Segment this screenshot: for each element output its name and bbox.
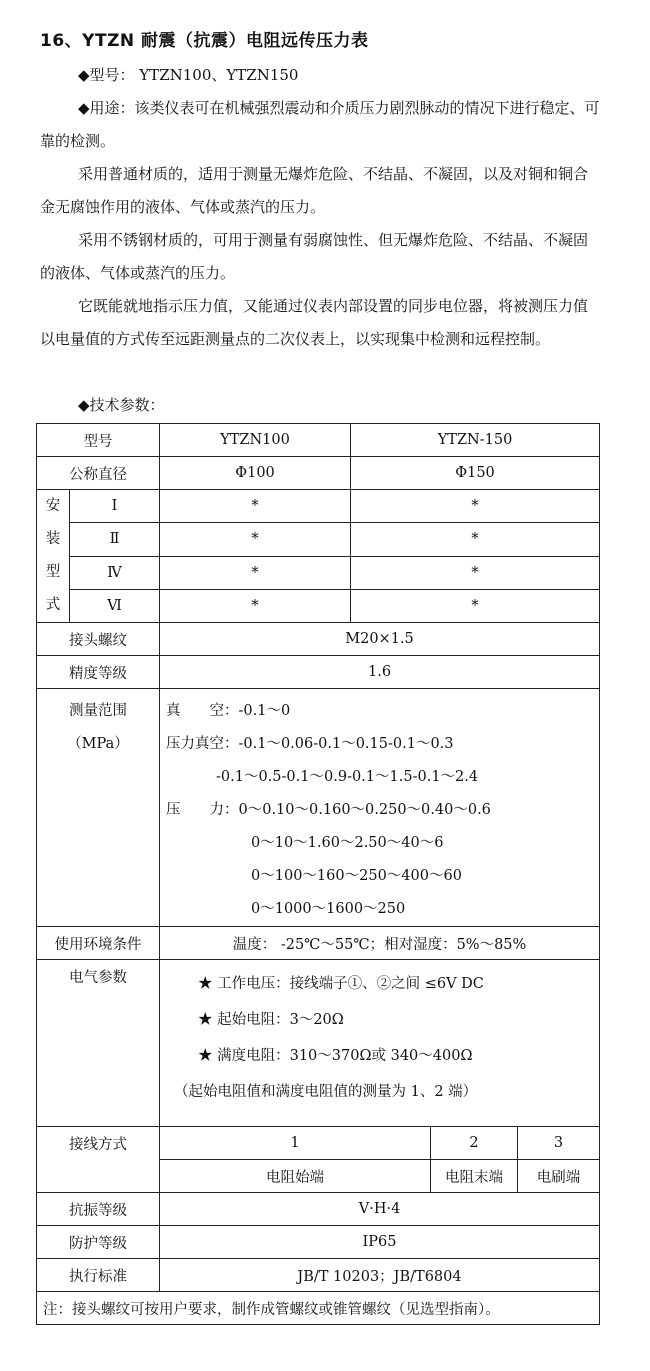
table-row [37,1226,600,1259]
range-item: 真 空：-0.1～0 [166,703,291,719]
range-line [166,695,599,728]
wiring-num: 1 [160,1127,431,1160]
tech-params-heading: ◆技术参数： [78,396,165,414]
mount-char: 式 [45,597,61,613]
elec-values [160,960,600,1127]
range-item: 0～100 [251,901,303,917]
table-row [37,623,600,656]
mount-type: Ⅵ [70,589,160,622]
table-row [37,490,600,523]
mount-type: Ⅳ [70,556,160,589]
mount-char: 装 [45,531,61,547]
material-paragraph-1: 采用普通材质的，适用于测量无爆炸危险、不结晶、不凝固，以及对铜和铜合金无腐蚀作用的液体、气体或蒸汽的压力。 [40,165,589,216]
vib-value: V·H·4 [160,1193,600,1226]
table-row [37,1292,600,1325]
mount-b: * [351,556,600,589]
mount-a: * [160,556,351,589]
range-item: 0～60 [419,868,462,884]
table-note: 注：接头螺纹可按用户要求，制作成管螺纹或锥管螺纹（见选型指南）。 [37,1292,600,1325]
range-item: -0.1～0.5 [216,769,282,785]
std-value: JB/T 10203；JB/T6804 [160,1259,600,1292]
wiring-label: 接线方式 [37,1127,160,1193]
table-row [37,927,600,960]
range-item: 0～250 [353,901,406,917]
function-paragraph: 它既能就地指示压力值，又能通过仪表内部设置的同步电位器，将被测压力值以电量值的方式传至远距测量点的二次仪表上，以实现集中检测和远程控制。 [40,297,589,348]
range-line [166,761,599,794]
table-row [37,656,600,689]
vib-label: 抗振等级 [37,1193,160,1226]
range-item: 0～6 [410,835,444,851]
table-row [37,523,600,556]
table-row [37,556,600,589]
spec-table [36,423,600,1325]
range-item: 0～0.6 [444,802,491,818]
range-item: 0～4 [377,835,411,851]
wiring-name: 电刷端 [518,1160,600,1193]
range-item: -0.1～0.9 [281,769,348,785]
model-label: 型号 [37,424,160,457]
std-label: 执行标准 [37,1259,160,1292]
table-row [37,960,600,1127]
wiring-name: 电阻末端 [431,1160,518,1193]
ip-value: IP65 [160,1226,600,1259]
range-item: 0～10 [251,868,294,884]
elec-line: ★ 起始电阻：3～20Ω [198,1012,344,1028]
material-paragraph-2: 采用不锈钢材质的，可用于测量有弱腐蚀性、但无爆炸危险、不结晶、不凝固的液体、气体或蒸汽的压力。 [40,231,589,282]
mount-b: * [351,589,600,622]
range-item: -0.1～1.5 [347,769,413,785]
mount-type: Ⅱ [70,523,160,556]
table-row [37,1259,600,1292]
wiring-num: 3 [518,1127,600,1160]
page-title: 16、YTZN 耐震（抗震）电阻远传压力表 [40,31,369,51]
table-row [37,424,600,457]
accuracy-value: 1.6 [160,656,600,689]
range-unit: （MPa） [67,736,129,752]
thread-value: M20×1.5 [160,623,600,656]
range-label: 测量范围 [69,703,127,719]
range-line [166,893,599,926]
model-a: YTZN100 [160,424,351,457]
elec-line: （起始电阻值和满度电阻值的测量为 1、2 端） [174,1084,478,1100]
ip-label: 防护等级 [37,1226,160,1259]
range-line [166,827,599,860]
mount-a: * [160,589,351,622]
mount-type-label [37,490,70,623]
range-item: 0～0.16 [285,802,342,818]
diameter-b: Φ150 [351,457,600,490]
range-line [166,860,599,893]
mount-b: * [351,490,600,523]
range-item: 0～25 [335,868,378,884]
range-item: 0～1 [251,835,284,851]
range-item: 0～1.6 [283,835,331,851]
table-row [37,1127,600,1160]
mount-char: 型 [45,564,61,580]
table-row [37,457,600,490]
diameter-a: Φ100 [160,457,351,490]
diameter-label: 公称直径 [37,457,160,490]
env-label: 使用环境条件 [37,927,160,960]
range-item: -0.1～2.4 [412,769,479,785]
table-row [37,1193,600,1226]
range-item: 0～0.25 [341,802,398,818]
table-row [37,589,600,622]
range-item: 压力真空：-0.1～0.06 [166,736,314,752]
mount-type: Ⅰ [70,490,160,523]
range-label-cell [37,689,160,927]
range-item: 0～0.4 [397,802,445,818]
mount-char: 安 [45,498,61,514]
range-item: 0～2.5 [330,835,378,851]
elec-line: ★ 工作电压：接线端子①、②之间 ≤6V DC [198,976,484,992]
range-line [166,794,599,827]
model-line: ◆型号： YTZN100、YTZN150 [78,66,299,84]
elec-line: ★ 满度电阻：310～370Ω或 340～400Ω [198,1048,473,1064]
range-item: -0.1～0.3 [388,736,454,752]
model-b: YTZN-150 [351,424,600,457]
range-item: 0～160 [302,901,354,917]
accuracy-label: 精度等级 [37,656,160,689]
thread-label: 接头螺纹 [37,623,160,656]
table-row [37,689,600,927]
mount-a: * [160,523,351,556]
range-item: -0.1～0.15 [313,736,388,752]
range-item: 压 力：0～0.1 [166,802,286,818]
wiring-num: 2 [431,1127,518,1160]
range-line [166,728,599,761]
mount-a: * [160,490,351,523]
env-value: 温度： -25℃～55℃；相对湿度：5%～85% [160,927,600,960]
usage-paragraph: ◆用途：该类仪表可在机械强烈震动和介质压力剧烈脉动的情况下进行稳定、可靠的检测。 [40,99,600,150]
range-values [160,689,600,927]
range-item: 0～40 [377,868,420,884]
wiring-name: 电阻始端 [160,1160,431,1193]
mount-b: * [351,523,600,556]
range-item: 0～16 [293,868,336,884]
elec-label: 电气参数 [37,960,160,1127]
